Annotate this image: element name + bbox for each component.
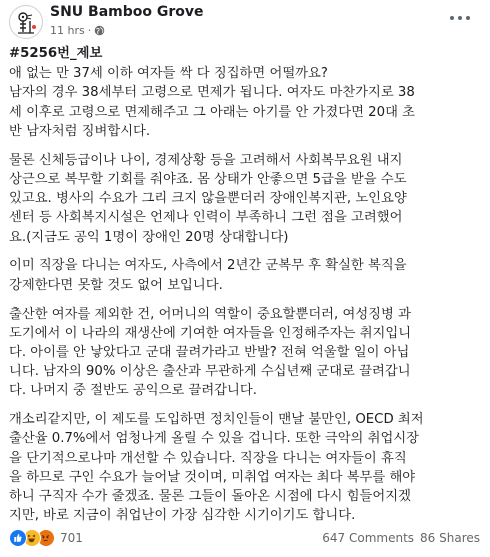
post-paragraph: 출산한 여자를 제외한 건, 어머니의 역할이 중요할뿐더러, 여성징병 과 도기에서 이 나라의 재생산에 기여한 여자들을 인정해주자는 취지입니 다. 아이를 안 낳았다고 군대 끌려가라고 반발? 전혀 억울할 일이 아닙 니다. 남자의 90% 이상은 출산과 무관하게 수십년째 군대로 끌려갑니 다. 나머지 중 절반도 공익으로 끌려갑니다. (9, 306, 412, 399)
like-icon (9, 529, 27, 547)
meta-separator: · (87, 24, 92, 37)
page-name[interactable]: SNU Bamboo Grove (50, 4, 204, 20)
shares-count[interactable]: 86 Shares (420, 531, 480, 545)
post-stats (322, 531, 480, 545)
page-avatar[interactable] (9, 5, 43, 39)
post-meta (50, 24, 105, 37)
post-footer (0, 527, 490, 551)
post-question: 애 없는 만 37세 이하 여자들 싹 다 징집하면 어떨까요? (9, 66, 328, 82)
comments-count[interactable]: 647 Comments (322, 531, 415, 545)
reaction-count: 701 (60, 531, 83, 545)
post-body (9, 44, 481, 535)
post-paragraph: 물론 신체등급이나 나이, 경제상황 등을 고려해서 사회복무요원 내지 상근으로 복무할 기회를 줘야죠. 몸 상태가 안좋으면 5급을 받을 수도 있고요. 병사의 수요가 그리 크지 않을뿐더러 장애인복지관, 노인요양 센터 등 사회복지시설은 언제나 인력이 부족하니 그런 점을 고려했어 요.(지금도 공익 1명이 장애인 20명 상대합니다) (9, 152, 407, 245)
bamboo-logo-icon (10, 6, 43, 39)
post-timestamp[interactable]: 11 hrs (50, 24, 85, 37)
post-paragraph: 남자의 경우 38세부터 고령으로 면제가 됩니다. 여자도 마찬가지로 38 세 이후로 고령으로 면제해주고 그 아래는 아기를 안 가졌다면 20대 초 반 남자처럼 징벼합시다. (9, 85, 415, 139)
post-paragraph: 개소리같지만, 이 제도를 도입하면 정치인들이 맨날 불만인, OECD 최저 출산율 0.7%에서 엄청나게 올릴 수 있을 겁니다. 또한 극악의 취업시장 을 단기적으로나마 개선할 수 있습니다. 직장을 다니는 여자들이 휴직 을 하므로 구인 수요가 늘어날 것이며, 미취업 여자는 최다 복무를 해야 하니 구직자 수가 줄겠죠. 물론 그들이 돌아온 시점에 다시 힘들어지겠 지만, 바로 지금이 취업난이 가장 심각한 시기이기도 합니다. (9, 412, 424, 524)
reactions-summary[interactable] (9, 529, 83, 547)
post-header (0, 0, 490, 42)
more-options-icon[interactable] (450, 12, 470, 24)
post-hashtag[interactable]: #5256번_제보 (9, 46, 103, 61)
post-paragraph: 이미 직장을 다니는 여자도, 사측에서 2년간 군복무 후 확실한 복직을 강제한다면 못할 것도 없어 보입니다. (9, 258, 407, 293)
globe-icon (94, 25, 105, 36)
